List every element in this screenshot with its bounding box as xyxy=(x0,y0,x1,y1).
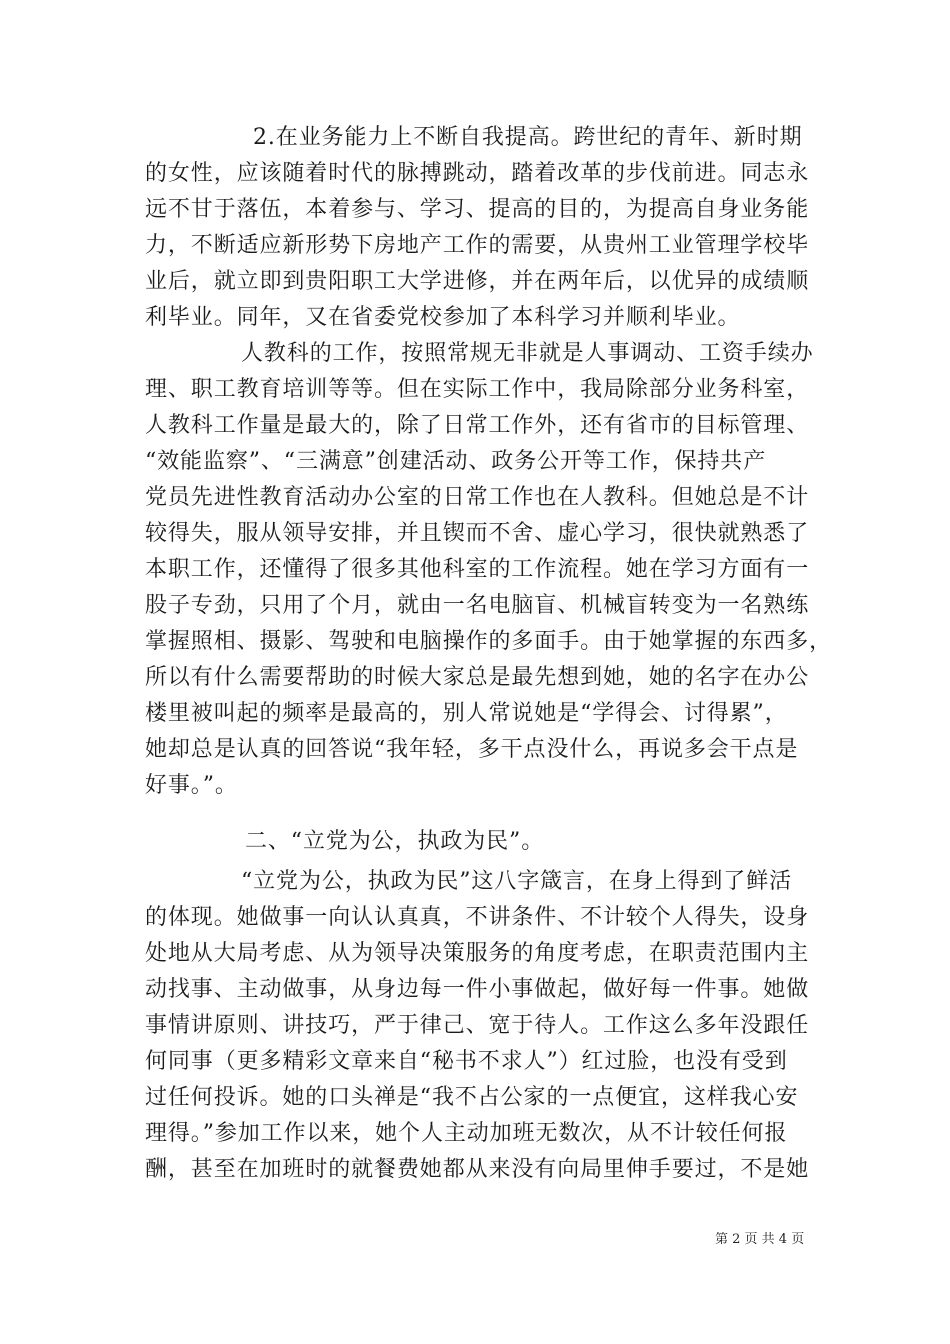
text-line: 业后，就立即到贵阳职工大学进修，并在两年后，以优异的成绩顺 xyxy=(145,269,810,294)
page-number-footer: 第 2 页 共 4 页 xyxy=(715,1232,805,1247)
text-line: 酬，甚至在加班时的就餐费她都从来没有向局里伸手要过，不是她 xyxy=(145,1157,810,1182)
text-line: 好事。”。 xyxy=(145,773,238,798)
text-line: 人教科工作量是最大的，除了日常工作外，还有省市的目标管理、 xyxy=(145,413,810,438)
text-line: 的体现。她做事一向认认真真，不讲条件、不计较个人得失，设身 xyxy=(145,905,810,930)
text-line: 理得。”参加工作以来，她个人主动加班无数次，从不计较任何报 xyxy=(145,1121,788,1146)
text-line: 何同事（更多精彩文章来自“秘书不求人”）红过脸，也没有受到 xyxy=(145,1049,788,1074)
text-line: 楼里被叫起的频率是最高的，别人常说她是“学得会、讨得累”， xyxy=(145,701,788,726)
text-line: 动找事、主动做事，从身边每一件小事做起，做好每一件事。她做 xyxy=(145,977,810,1002)
text-line: “效能监察”、“三满意”创建活动、政务公开等工作，保持共产 xyxy=(145,449,767,474)
text-line: 所以有什么需要帮助的时候大家总是最先想到她，她的名字在办公 xyxy=(145,665,810,690)
text-line: 本职工作，还懂得了很多其他科室的工作流程。她在学习方面有一 xyxy=(145,557,810,582)
text-line: 股子专劲，只用了个月，就由一名电脑盲、机械盲转变为一名熟练 xyxy=(145,593,810,618)
text-line: 她却总是认真的回答说“我年轻，多干点没什么，再说多会干点是 xyxy=(145,737,799,762)
text-line: 利毕业。同年，又在省委党校参加了本科学习并顺利毕业。 xyxy=(145,305,741,330)
text-line: 远不甘于落伍，本着参与、学习、提高的目的，为提高自身业务能 xyxy=(145,197,810,222)
text-line: 过任何投诉。她的口头禅是“我不占公家的一点便宜，这样我心安 xyxy=(145,1085,799,1110)
text-line: 人教科的工作，按照常规无非就是人事调动、工资手续办 xyxy=(241,341,814,366)
text-line: 掌握照相、摄影、驾驶和电脑操作的多面手。由于她掌握的东西多， xyxy=(145,629,833,654)
text-line: 力，不断适应新形势下房地产工作的需要，从贵州工业管理学校毕 xyxy=(145,233,810,258)
text-line: 处地从大局考虑、从为领导决策服务的角度考虑，在职责范围内主 xyxy=(145,941,810,966)
text-line: 2.在业务能力上不断自我提高。跨世纪的青年、新时期 xyxy=(253,125,803,150)
text-line: “立党为公，执政为民”这八字箴言，在身上得到了鲜活 xyxy=(241,869,792,894)
text-line: 较得失，服从领导安排，并且锲而不舍、虚心学习，很快就熟悉了 xyxy=(145,521,810,546)
text-line: 党员先进性教育活动办公室的日常工作也在人教科。但她总是不计 xyxy=(145,485,810,510)
text-line: 事情讲原则、讲技巧，严于律己、宽于待人。工作这么多年没跟任 xyxy=(145,1013,810,1038)
text-line: 的女性，应该随着时代的脉搏跳动，踏着改革的步伐前进。同志永 xyxy=(145,161,810,186)
section-heading: 二、“立党为公，执政为民”。 xyxy=(245,829,545,854)
text-line: 理、职工教育培训等等。但在实际工作中，我局除部分业务科室， xyxy=(145,377,810,402)
